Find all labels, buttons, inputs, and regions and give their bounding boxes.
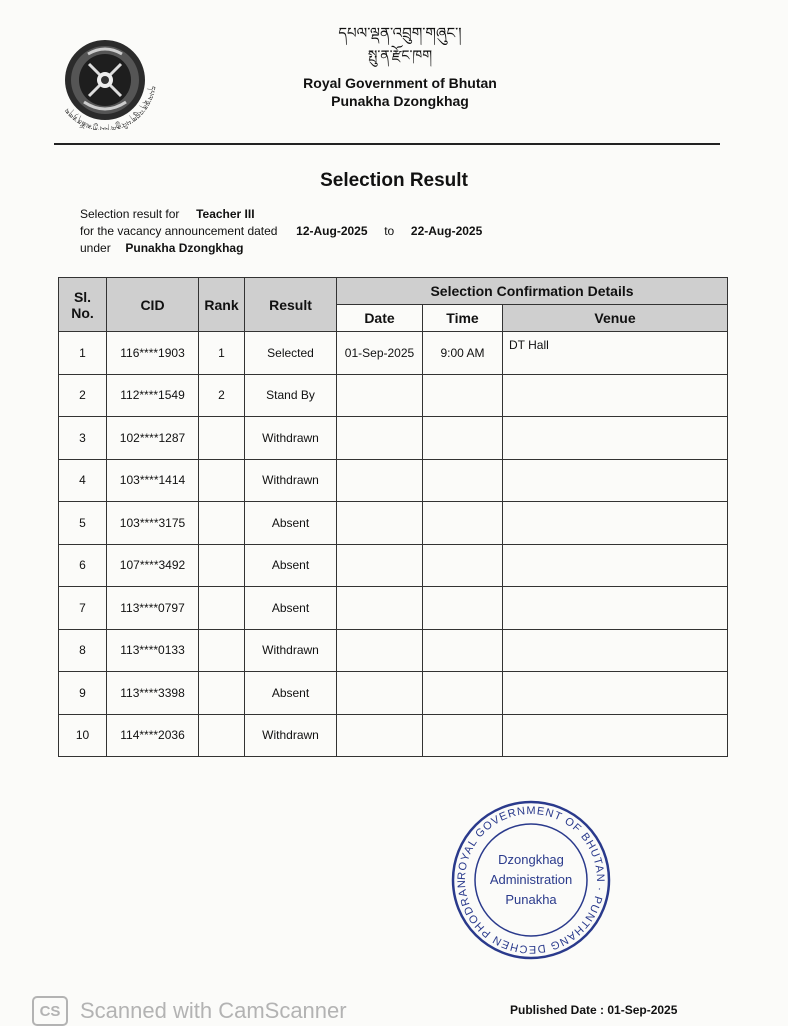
camscanner-logo: CS	[32, 996, 68, 1026]
header-divider	[54, 143, 720, 145]
cell-rank	[199, 629, 245, 672]
cell-date	[337, 417, 423, 460]
cell-cid: 112****1549	[107, 374, 199, 417]
cell-date	[337, 374, 423, 417]
cell-date	[337, 672, 423, 715]
cell-result: Absent	[245, 502, 337, 545]
cell-rank	[199, 587, 245, 630]
cell-cid: 113****0133	[107, 629, 199, 672]
cell-result: Selected	[245, 332, 337, 375]
cell-result: Absent	[245, 544, 337, 587]
date-from: 12-Aug-2025	[296, 224, 368, 238]
published-date	[510, 1003, 677, 1017]
cell-time: 9:00 AM	[423, 332, 503, 375]
cell-rank	[199, 417, 245, 460]
cell-sl: 7	[59, 587, 107, 630]
cell-time	[423, 672, 503, 715]
cell-sl: 8	[59, 629, 107, 672]
cell-sl: 1	[59, 332, 107, 375]
emblem-ring-text: དཔལ་ལྡན་འབྲུག་པའི་རྒྱལ་ཁབ་ཀྱི་མཚོན་རྟགས	[63, 85, 156, 130]
cell-date	[337, 544, 423, 587]
table-row	[59, 714, 728, 757]
cell-time	[423, 544, 503, 587]
intro-line3-prefix: under	[80, 241, 111, 255]
table-row	[59, 587, 728, 630]
cell-sl: 6	[59, 544, 107, 587]
header-date: Date	[337, 305, 423, 332]
cell-result: Withdrawn	[245, 714, 337, 757]
cell-rank: 2	[199, 374, 245, 417]
header-sl-no	[59, 278, 107, 332]
cell-date	[337, 629, 423, 672]
stamp-line1: Dzongkhag	[498, 852, 564, 867]
to-word: to	[384, 224, 395, 238]
cell-time	[423, 714, 503, 757]
intro-dzongkhag: Punakha Dzongkhag	[125, 241, 244, 255]
stamp-line2: Administration	[489, 872, 573, 887]
cell-result: Stand By	[245, 374, 337, 417]
cell-rank: 1	[199, 332, 245, 375]
header-sl-line2: No.	[71, 304, 94, 321]
cell-sl: 4	[59, 459, 107, 502]
cell-date	[337, 714, 423, 757]
cell-time	[423, 587, 503, 630]
cell-venue	[503, 587, 728, 630]
cell-date	[337, 502, 423, 545]
intro-block	[80, 206, 482, 257]
cell-cid: 102****1287	[107, 417, 199, 460]
cell-date	[337, 587, 423, 630]
cell-date	[337, 459, 423, 502]
header-result: Result	[245, 278, 337, 332]
table-row	[59, 502, 728, 545]
header-rank: Rank	[199, 278, 245, 332]
cell-result: Absent	[245, 672, 337, 715]
cell-venue	[503, 672, 728, 715]
cell-venue	[503, 714, 728, 757]
cell-venue	[503, 629, 728, 672]
table-row	[59, 374, 728, 417]
camscanner-watermark	[32, 996, 347, 1026]
table-row	[59, 417, 728, 460]
position-name: Teacher III	[196, 207, 255, 221]
dzongkha-government-title: དཔལ་ལྡན་འབྲུག་གཞུང་།	[338, 24, 462, 42]
government-title: Royal Government of Bhutan	[303, 75, 497, 91]
cell-cid: 103****1414	[107, 459, 199, 502]
table-row	[59, 629, 728, 672]
official-stamp	[448, 800, 614, 960]
cell-cid: 103****3175	[107, 502, 199, 545]
cell-cid: 113****3398	[107, 672, 199, 715]
table-row	[59, 332, 728, 375]
table-row	[59, 672, 728, 715]
intro-line2-prefix: for the vacancy announcement dated	[80, 224, 278, 238]
cell-result: Withdrawn	[245, 629, 337, 672]
header-venue: Venue	[503, 305, 728, 332]
cell-venue: DT Hall	[503, 332, 728, 375]
dzongkha-dzongkhag-title: སྤུ་ན་རྫོང་ཁག	[367, 48, 433, 64]
cell-sl: 3	[59, 417, 107, 460]
stamp-line3: Punakha	[505, 892, 557, 907]
cell-result: Absent	[245, 587, 337, 630]
cell-venue	[503, 502, 728, 545]
dzongkhag-title: Punakha Dzongkhag	[331, 93, 469, 109]
cell-venue	[503, 544, 728, 587]
cell-rank	[199, 672, 245, 715]
cell-cid: 113****0797	[107, 587, 199, 630]
cell-result: Withdrawn	[245, 459, 337, 502]
page-title: Selection Result	[320, 170, 468, 191]
cell-sl: 2	[59, 374, 107, 417]
cell-cid: 114****2036	[107, 714, 199, 757]
camscanner-text: Scanned with CamScanner	[80, 998, 347, 1023]
table-row	[59, 544, 728, 587]
selection-result-table	[58, 277, 728, 757]
cell-rank	[199, 459, 245, 502]
letterhead	[250, 22, 550, 110]
cell-venue	[503, 417, 728, 460]
cell-venue	[503, 459, 728, 502]
cell-time	[423, 502, 503, 545]
header-time: Time	[423, 305, 503, 332]
header-confirmation-group: Selection Confirmation Details	[337, 278, 728, 305]
cell-date: 01-Sep-2025	[337, 332, 423, 375]
cell-rank	[199, 502, 245, 545]
cell-sl: 9	[59, 672, 107, 715]
header-sl-line1: Sl.	[73, 288, 92, 305]
cell-sl: 5	[59, 502, 107, 545]
royal-emblem	[54, 30, 156, 130]
cell-time	[423, 417, 503, 460]
cell-result: Withdrawn	[245, 417, 337, 460]
cell-time	[423, 459, 503, 502]
stamp-ring-text: ROYAL GOVERNMENT OF BHUTAN · PUNTHANG DECHEN PHODRAN	[455, 804, 607, 956]
header-cid: CID	[107, 278, 199, 332]
cell-time	[423, 374, 503, 417]
cell-sl: 10	[59, 714, 107, 757]
table-row	[59, 459, 728, 502]
cell-rank	[199, 544, 245, 587]
cell-cid: 107****3492	[107, 544, 199, 587]
cell-cid: 116****1903	[107, 332, 199, 375]
cell-venue	[503, 374, 728, 417]
intro-line1-prefix: Selection result for	[80, 207, 180, 221]
published-label: Published Date :	[510, 1003, 605, 1017]
cell-rank	[199, 714, 245, 757]
cell-time	[423, 629, 503, 672]
date-to: 22-Aug-2025	[410, 224, 483, 238]
published-date-value: 01-Sep-2025	[607, 1003, 678, 1017]
